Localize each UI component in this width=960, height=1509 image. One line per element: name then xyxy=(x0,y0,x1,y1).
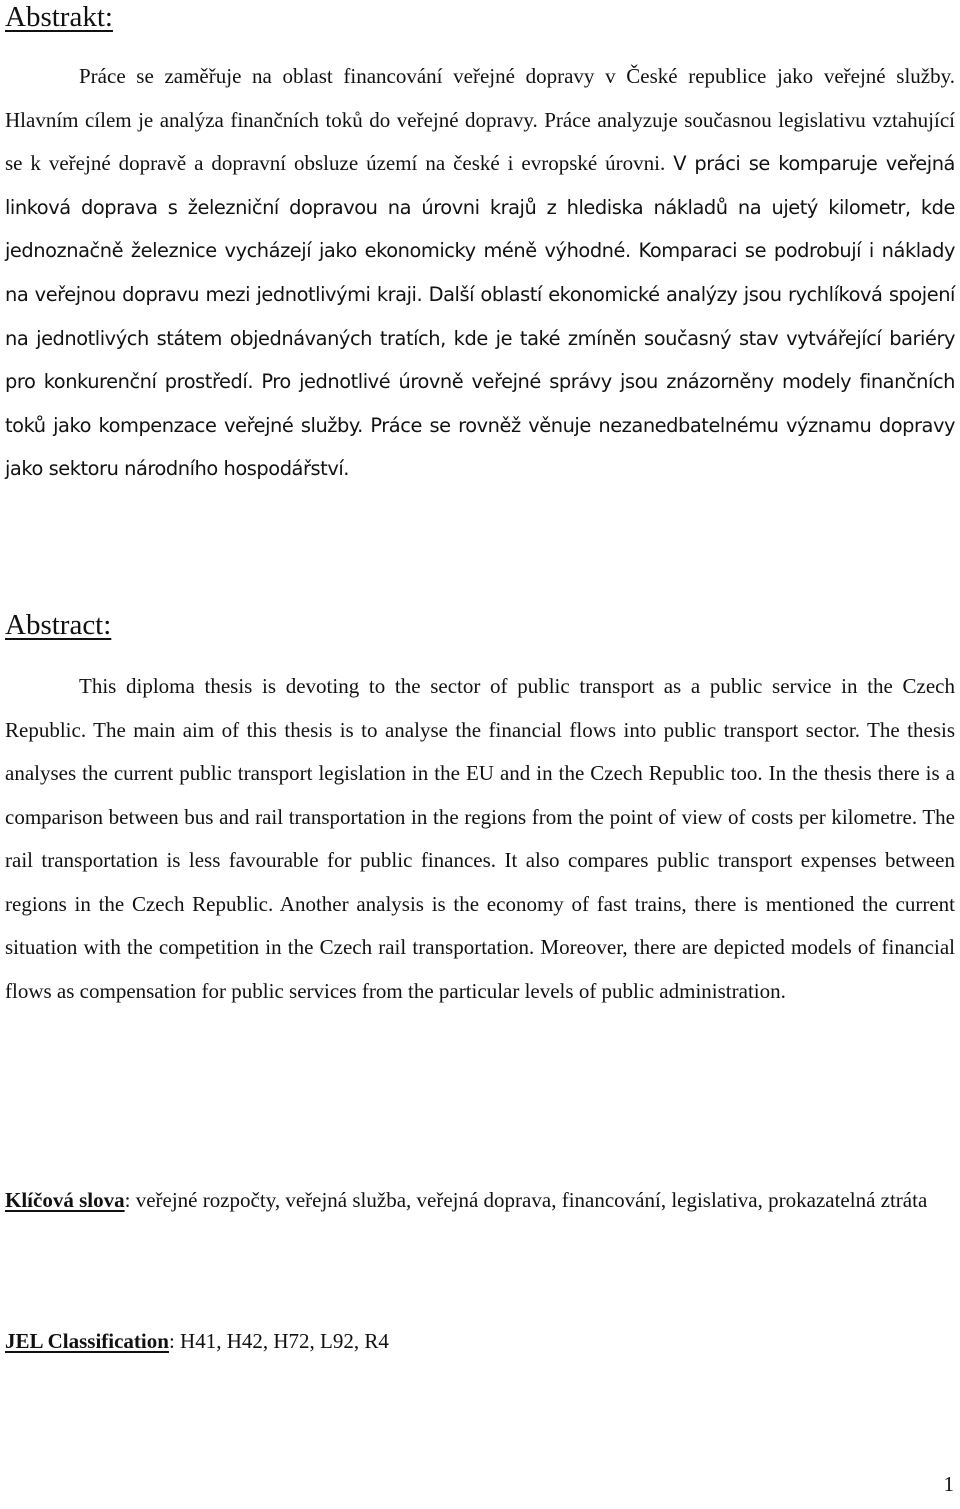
czech-abstract-heading: Abstrakt: xyxy=(5,1,113,33)
english-abstract-paragraph: This diploma thesis is devoting to the sector of public transport as a public service in the Czech Republic. The main aim of this thesis is to analyse the financial flows into public transport sector. The thesis analyses the current public transport legislation in the EU and in the Czech Republic too. In the thesis there is a comparison between bus and rail transportation in the regions from the point of view of costs per kilometre. The rail transportation is less favourable for public finances. It also compares public transport expenses between regions in the Czech Republic. Another analysis is the economy of fast trains, there is mentioned the current situation with the competition in the Czech rail transportation. Moreover, there are depicted models of financial flows as compensation for public services from the particular levels of public administration. xyxy=(5,674,955,1003)
keywords-label: Klíčová slova xyxy=(5,1188,125,1212)
english-abstract-heading: Abstract: xyxy=(5,609,112,641)
jel-classification-label: JEL Classification xyxy=(5,1329,169,1353)
jel-classification-value: H41, H42, H72, L92, R4 xyxy=(174,1329,389,1353)
czech-abstract-text-serif: Práce se zaměřuje na oblast financování veřejné dopravy v České republice jako veřejné služby. Hlavním cílem je analýza finančních toků do veřejné dopravy. Práce analyzuje současnou legislativu vztahující se k veřejné dopravě a dopravní obsluze území na české i evropské úrovni. xyxy=(5,64,955,176)
keywords-line xyxy=(5,1184,955,1217)
page-number: 1 xyxy=(943,1472,954,1496)
czech-abstract-paragraph xyxy=(5,55,955,491)
jel-classification-line xyxy=(5,1325,955,1358)
czech-abstract-text-sans: V práci se komparuje veřejná linková doprava s železniční dopravou na úrovni krajů z hlediska nákladů na ujetý kilometr, kde jednoznačně železnice vycházejí jako ekonomicky méně výhodné. Komparaci se podrobují i náklady na veřejnou dopravu mezi jednotlivými kraji. Další oblastí ekonomické analýzy jsou rychlíková spojení na jednotlivých státem objednávaných tratích, kde je také zmíněn současný stav vytvářející bariéry pro konkurenční prostředí. Pro jednotlivé úrovně veřejné správy jsou znázorněny modely finančních toků jako kompenzace veřejné služby. Práce se rovněž věnuje nezanedbatelnému významu dopravy jako sektoru národního hospodářství. xyxy=(5,152,955,481)
jel-classification-separator: : xyxy=(168,1329,175,1353)
keywords-separator: : xyxy=(124,1188,131,1212)
keywords-value: veřejné rozpočty, veřejná služba, veřejná doprava, financování, legislativa, prokazatelná ztráta xyxy=(130,1188,928,1212)
